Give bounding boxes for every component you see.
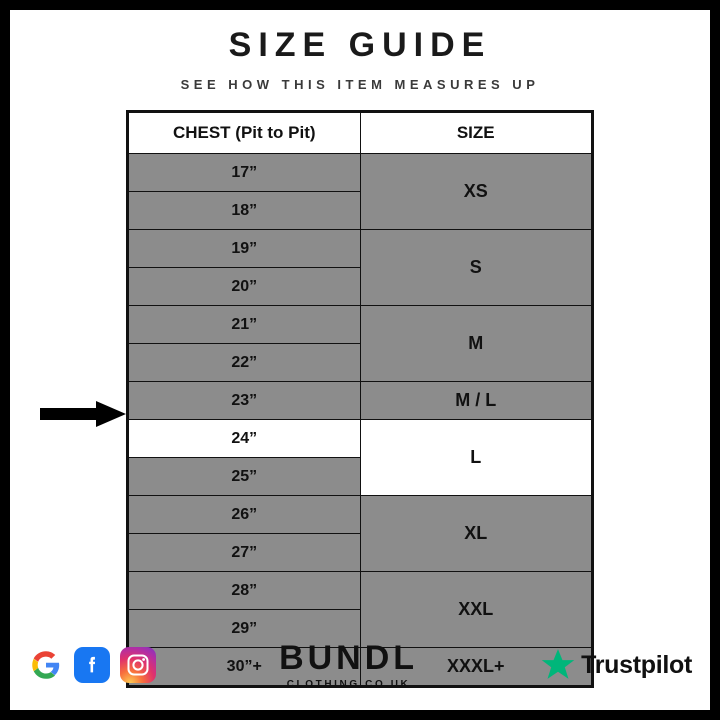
page-subtitle: SEE HOW THIS ITEM MEASURES UP bbox=[180, 77, 540, 92]
chest-value: 23” bbox=[128, 382, 361, 420]
page-title: SIZE GUIDE bbox=[228, 26, 492, 64]
chest-value: 19” bbox=[128, 230, 361, 268]
instagram-icon[interactable] bbox=[120, 647, 156, 683]
table-row[interactable] bbox=[128, 306, 593, 344]
chest-value: 20” bbox=[128, 268, 361, 306]
table-row[interactable] bbox=[128, 572, 593, 610]
table-header-row bbox=[128, 112, 593, 154]
column-header-chest: CHEST (Pit to Pit) bbox=[128, 112, 361, 154]
size-value: M bbox=[360, 306, 593, 382]
chest-value: 22” bbox=[128, 344, 361, 382]
chest-value: 21” bbox=[128, 306, 361, 344]
chest-value: 27” bbox=[128, 534, 361, 572]
size-table-wrapper bbox=[126, 110, 594, 688]
trustpilot-star-icon bbox=[541, 648, 575, 682]
facebook-icon[interactable] bbox=[74, 647, 110, 683]
chest-value: 29” bbox=[128, 610, 361, 648]
brand-domain: CLOTHING.CO.UK bbox=[286, 678, 411, 690]
size-value: XL bbox=[360, 496, 593, 572]
brand-logo bbox=[279, 638, 419, 690]
table-row-selected[interactable] bbox=[128, 420, 593, 458]
table-row[interactable] bbox=[128, 382, 593, 420]
chest-value-selected: 24” bbox=[128, 420, 361, 458]
size-value: XS bbox=[360, 154, 593, 230]
size-value-selected: L bbox=[360, 420, 593, 496]
chest-value: 25” bbox=[128, 458, 361, 496]
chest-value: 30”+ bbox=[128, 648, 361, 687]
social-links bbox=[28, 647, 156, 683]
chest-value: 18” bbox=[128, 192, 361, 230]
chest-value: 26” bbox=[128, 496, 361, 534]
trustpilot-badge[interactable] bbox=[541, 648, 692, 682]
chest-value: 17” bbox=[128, 154, 361, 192]
size-table bbox=[126, 110, 594, 688]
size-value: XXL bbox=[360, 572, 593, 648]
table-row[interactable] bbox=[128, 154, 593, 192]
size-value: XXXL+ bbox=[360, 648, 593, 687]
size-value: M / L bbox=[360, 382, 593, 420]
table-row[interactable] bbox=[128, 230, 593, 268]
table-row[interactable] bbox=[128, 496, 593, 534]
chest-value: 28” bbox=[128, 572, 361, 610]
selection-arrow-icon bbox=[40, 401, 126, 427]
size-value: S bbox=[360, 230, 593, 306]
google-icon[interactable] bbox=[28, 647, 64, 683]
brand-name: BUNDL bbox=[279, 638, 419, 677]
size-guide-sheet bbox=[10, 10, 710, 710]
column-header-size: SIZE bbox=[360, 112, 593, 154]
footer bbox=[10, 634, 710, 696]
trustpilot-label: Trustpilot bbox=[581, 650, 692, 679]
